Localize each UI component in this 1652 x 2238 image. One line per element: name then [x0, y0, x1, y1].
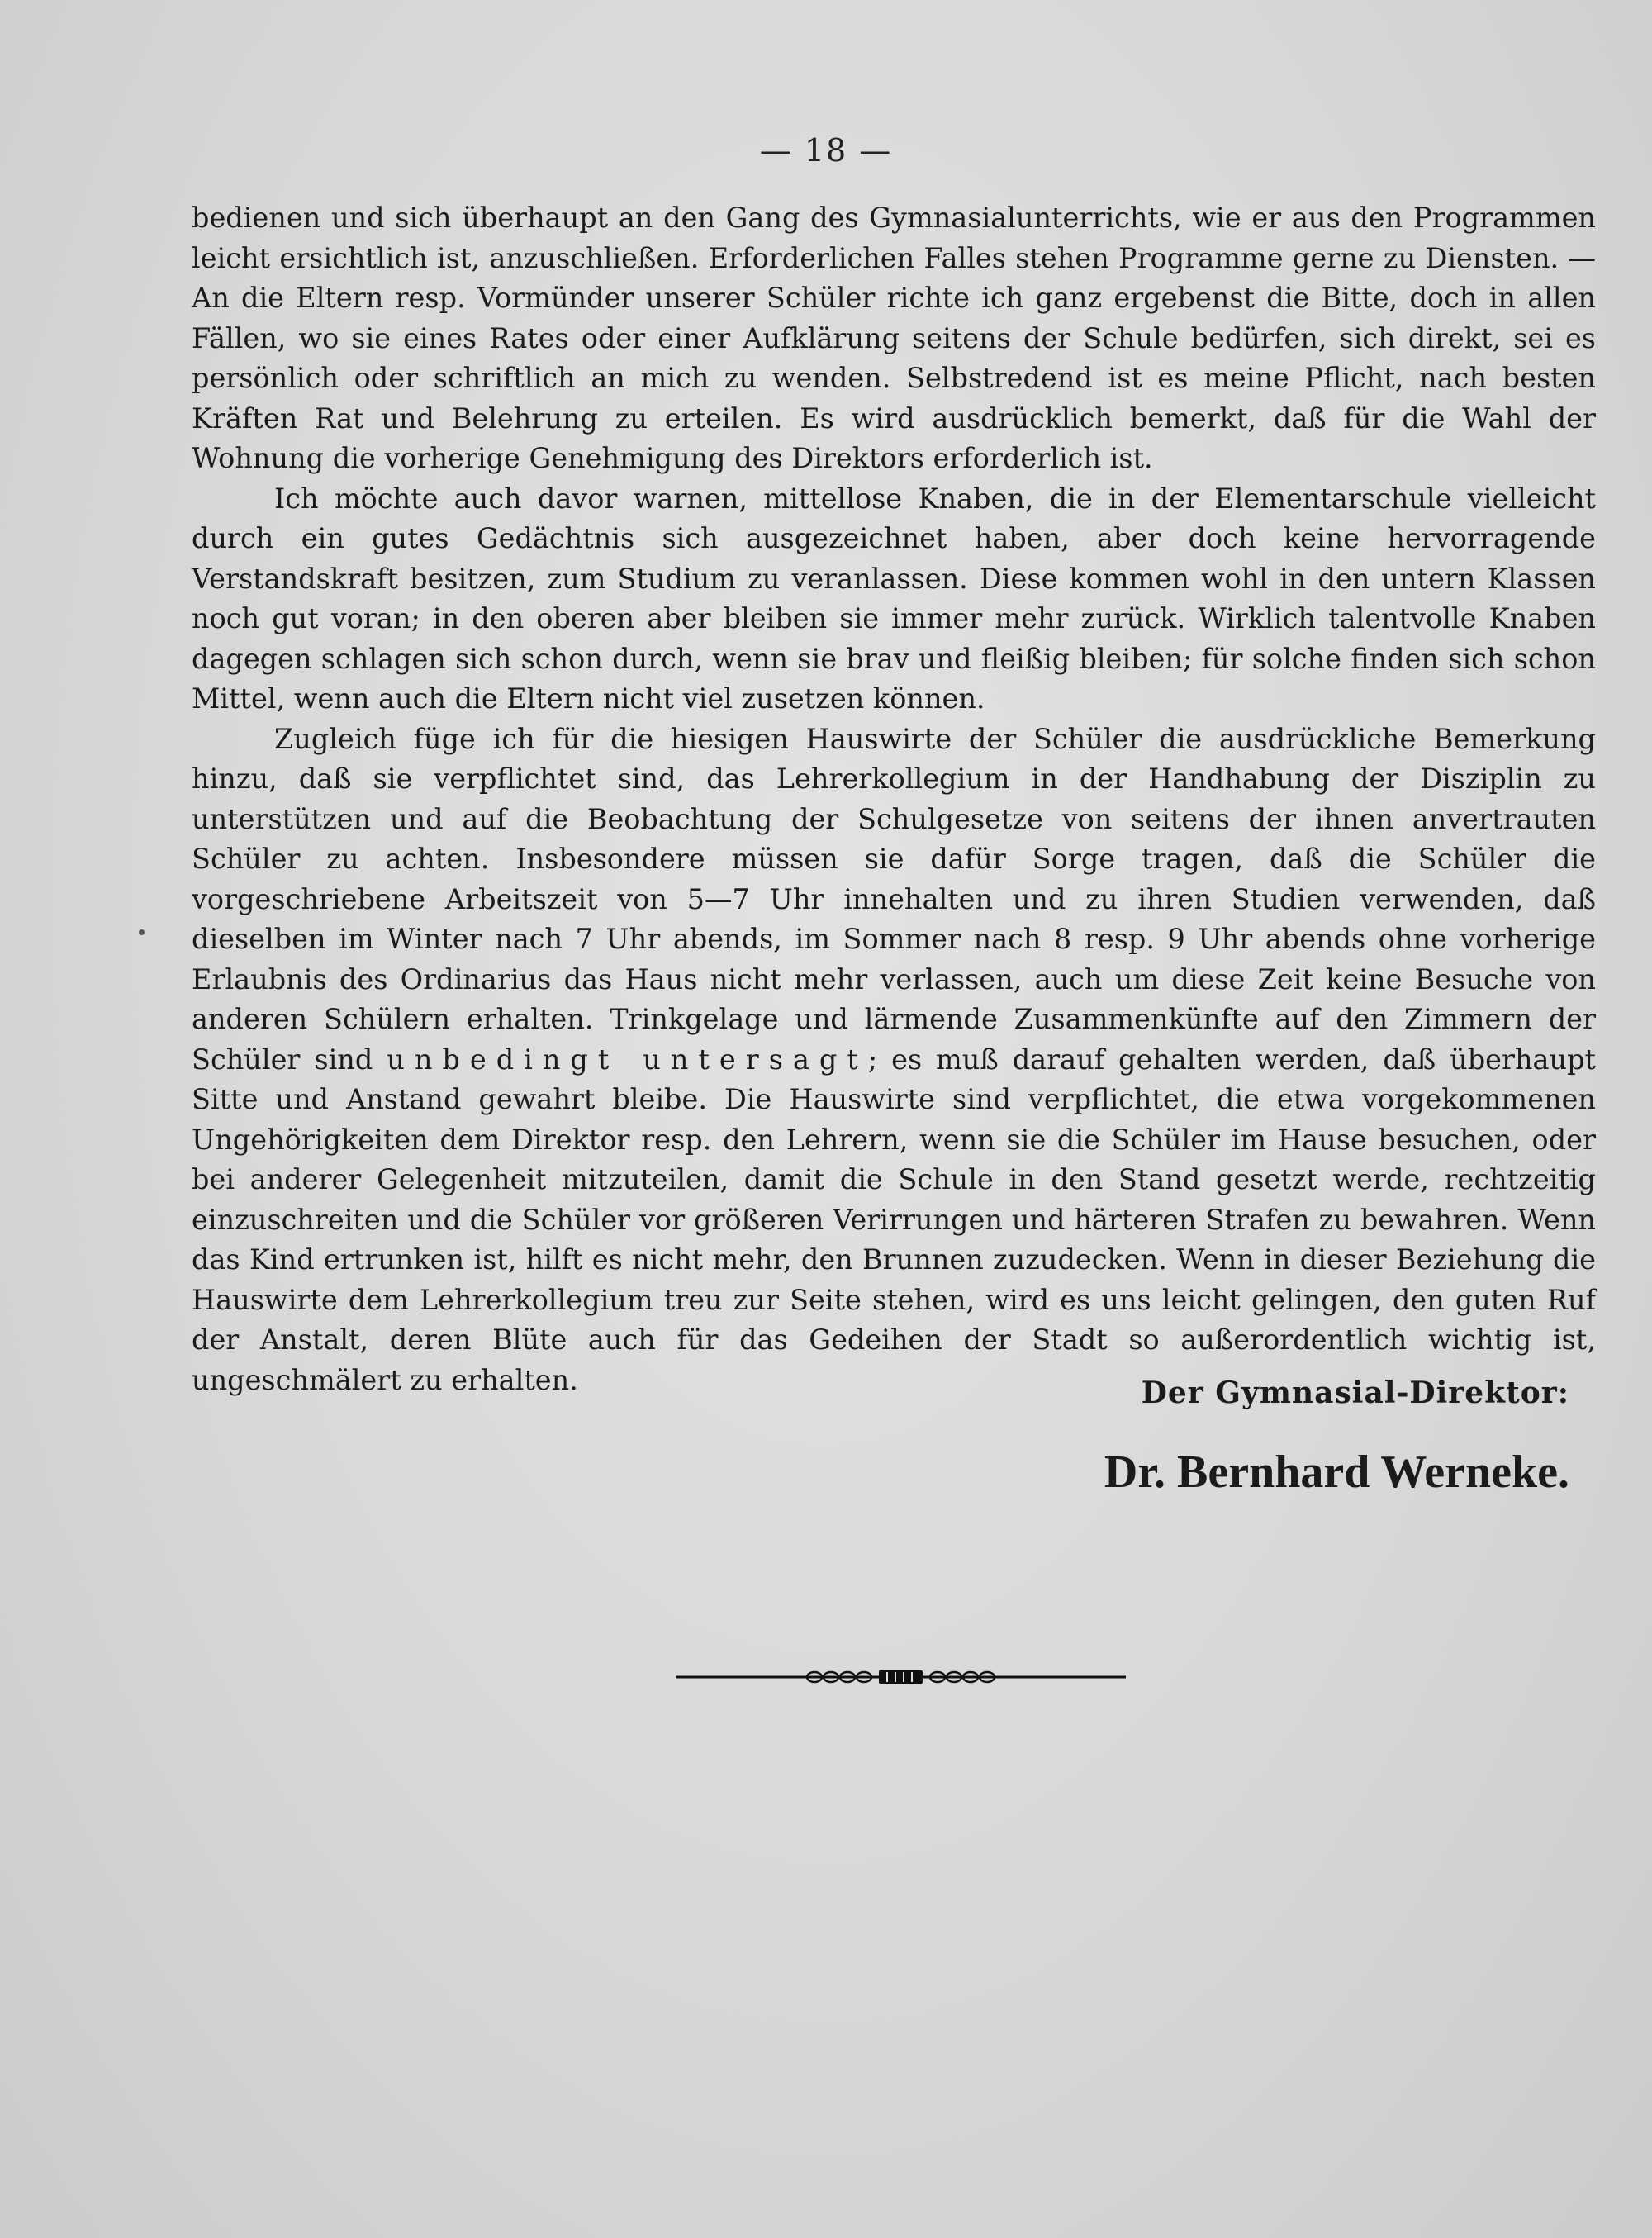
paragraph-3-part-2: ; es muß darauf gehalten werden, daß überhaupt Sitte und Anstand gewahrt bleibe. Die Hauswirte sind verpflichtet, die etwa vorgekommenen Ungehörigkeiten dem Direktor resp. den Lehrern, wenn sie die Schüler im Hause besuchen, oder bei anderer Gelegenheit mitzuteilen, damit die Schule in den Stand gesetzt werde, rechtzeitig einzuschreiten und die Schüler vor größeren Verirrungen und härteren Strafen zu bewahren. Wenn das Kind ertrunken ist, hilft es nicht mehr, den Brunnen zuzudecken. Wenn in dieser Beziehung die Hauswirte dem Lehrerkollegium treu zur Seite stehen, wird es uns leicht gelingen, den guten Ruf der Anstalt, deren Blüte auch für das Gedeihen der Stadt so außerordentlich wichtig ist, ungeschmälert zu erhalten. [192, 1043, 1597, 1396]
body-text [192, 198, 1596, 1400]
signature-title: Der Gymnasial-Direktor: [1141, 1376, 1569, 1410]
scan-speck [139, 929, 145, 935]
paragraph-1: bedienen und sich überhaupt an den Gang des Gymnasialunterrichts, wie er aus den Programmen leicht ersichtlich ist, anzuschließen. Erforderlichen Falles stehen Programme gerne zu Diensten. — An die Eltern resp. Vormünder unserer Schüler richte ich ganz ergebenst die Bitte, doch in allen Fällen, wo sie eines Rates oder einer Aufklärung seitens der Schule bedürfen, sich direkt, sei es persönlich oder schriftlich an mich zu wenden. Selbstredend ist es meine Pflicht, nach besten Kräften Rat und Belehrung zu erteilen. Es wird ausdrücklich bemerkt, daß für die Wahl der Wohnung die vorherige Genehmigung des Direktors erforderlich ist. [192, 202, 1596, 474]
emphasized-phrase: unbedingt untersagt [387, 1043, 868, 1076]
ornament-divider [676, 1661, 1126, 1694]
page-number: — 18 — [759, 132, 893, 169]
paragraph-3-part-1: Zugleich füge ich für die hiesigen Hauswirte der Schüler die ausdrückliche Bemerkung hinzu, daß sie verpflichtet sind, das Lehrerkollegium in der Handhabung der Disziplin zu unterstützen und auf die Beobachtung der Schulgesetze von seitens der ihnen anvertrauten Schüler zu achten. Insbesondere müssen sie dafür Sorge tragen, daß die Schüler die vorgeschriebene Arbeitszeit von 5—7 Uhr innehalten und zu ihren Studien verwenden, daß dieselben im Winter nach 7 Uhr abends, im Sommer nach 8 resp. 9 Uhr abends ohne vorherige Erlaubnis des Ordinarius das Haus nicht mehr verlassen, auch um diese Zeit keine Besuche von anderen Schülern erhalten. Trinkgelage und lärmende Zusammenkünfte auf den Zimmern der Schüler sind [192, 722, 1596, 1076]
signature-name: Dr. Bernhard Werneke. [1104, 1447, 1569, 1498]
paragraph-3 [192, 720, 1596, 1401]
paragraph-2: Ich möchte auch davor warnen, mittellose Knaben, die in der Elementarschule vielleicht durch ein gutes Gedächtnis sich ausgezeichnet haben, aber doch keine hervorragende Verstandskraft besitzen, zum Studium zu veranlassen. Diese kommen wohl in den untern Klassen noch gut voran; in den oberen aber bleiben sie immer mehr zurück. Wirklich talentvolle Knaben dagegen schlagen sich schon durch, wenn sie brav und fleißig bleiben; für solche finden sich schon Mittel, wenn auch die Eltern nicht viel zusetzen können. [192, 482, 1596, 715]
